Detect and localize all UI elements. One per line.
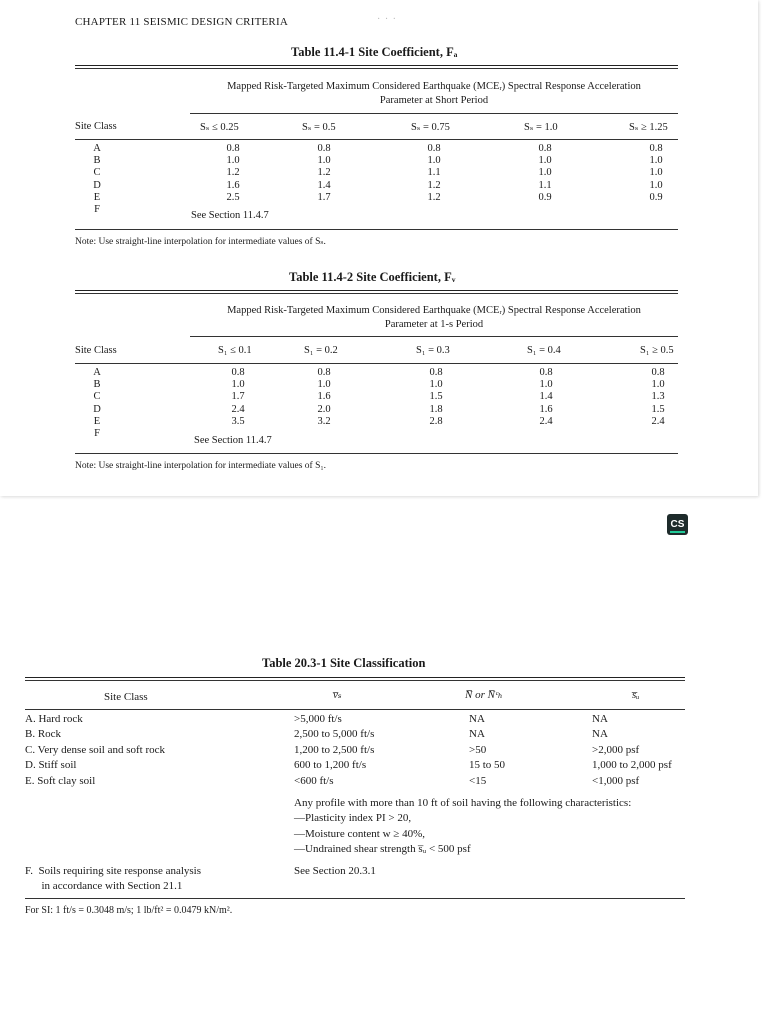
column-header: S₁ ≤ 0.1 — [218, 345, 252, 356]
vs-header: v̅ₛ — [333, 689, 342, 701]
value-column: 0.8 1.0 1.1 1.2 1.2 — [427, 143, 441, 203]
rule — [75, 65, 678, 66]
see-section-note: See Section 11.4.7 — [191, 210, 269, 221]
value-column: 0.8 1.0 1.3 1.5 2.4 — [651, 367, 665, 427]
rule — [190, 113, 678, 114]
column-header: Sₛ = 0.5 — [302, 122, 336, 133]
si-footnote: For SI: 1 ft/s = 0.3048 m/s; 1 lb/ft² = 0.0479 kN/m². — [25, 905, 233, 916]
table1-note: Note: Use straight-line interpolation for intermediate values of Sₛ. — [75, 237, 326, 247]
value-column: 0.8 1.0 1.4 1.6 2.4 — [539, 367, 553, 427]
rule — [75, 68, 678, 69]
su-header: s̅ᵤ — [632, 689, 640, 701]
span-line-2: Parameter at 1-s Period — [384, 319, 484, 330]
column-header: Sₛ = 0.75 — [411, 122, 450, 133]
value-column: 0.8 1.0 1.2 1.6 2.5 — [226, 143, 240, 203]
rule — [75, 363, 678, 364]
faint-dots: · · · — [377, 14, 397, 25]
table-11-4-1-title: Table 11.4-1 Site Coefficient, Fₐ — [291, 45, 458, 59]
value-column: 0.8 1.0 1.6 2.0 3.2 — [317, 367, 331, 427]
span-line-1: Mapped Risk-Targeted Maximum Considered Earthquake (MCEᵣ) Spectral Response Acceleration — [227, 81, 641, 92]
vs-values: >5,000 ft/s 2,500 to 5,000 ft/s 1,200 to 2,500 ft/s 600 to 1,200 ft/s <600 ft/s — [294, 713, 375, 787]
rule — [190, 336, 678, 337]
value-column: 0.8 1.0 1.5 1.8 2.8 — [429, 367, 443, 427]
span-line-2: Parameter at Short Period — [379, 95, 489, 106]
rule — [75, 229, 678, 230]
rule — [75, 290, 678, 291]
column-header: S₁ ≥ 0.5 — [640, 345, 674, 356]
see-section-note: See Section 11.4.7 — [194, 435, 272, 446]
column-header: Sₛ ≥ 1.25 — [629, 122, 668, 133]
value-column: 0.8 1.0 1.7 2.4 3.5 — [231, 367, 245, 427]
rule — [25, 709, 685, 710]
n-header: N̅ or N̅ᶜₕ — [465, 689, 503, 701]
class-f-row: F. Soils requiring site response analysis in accordance with Section 21.1 — [25, 865, 202, 893]
column-header: Sₛ ≤ 0.25 — [200, 122, 239, 133]
table-20-3-1-title: Table 20.3-1 Site Classification — [262, 656, 426, 670]
rule — [25, 677, 685, 678]
span-line-1: Mapped Risk-Targeted Maximum Considered Earthquake (MCEᵣ) Spectral Response Acceleration — [227, 305, 641, 316]
class-f-value: See Section 20.3.1 — [294, 865, 376, 877]
site-class-header: Site Class — [104, 691, 148, 703]
profile-characteristics: Any profile with more than 10 ft of soil having the following characteristics: —Plasticity index PI > 20, —Moisture content w ≥ 40%, —Undrained shear strength s̅ᵤ < 500 psf — [294, 797, 632, 856]
column-header: Sₛ = 1.0 — [524, 122, 558, 133]
rule — [75, 453, 678, 454]
value-column: 0.8 1.0 1.0 1.1 0.9 — [538, 143, 552, 203]
rule — [25, 680, 685, 681]
site-class-header: Site Class — [75, 121, 117, 132]
column-header: S₁ = 0.3 — [416, 345, 450, 356]
site-class-list: A. Hard rock B. Rock C. Very dense soil and soft rock D. Stiff soil E. Soft clay soil — [25, 713, 166, 787]
rule — [75, 139, 678, 140]
column-header: S₁ = 0.4 — [527, 345, 561, 356]
value-column: 0.8 1.0 1.2 1.4 1.7 — [317, 143, 331, 203]
rule — [25, 898, 685, 899]
site-class-list: A B C D E F — [93, 143, 101, 216]
chapter-header: CHAPTER 11 SEISMIC DESIGN CRITERIA — [75, 16, 288, 28]
rule — [75, 293, 678, 294]
n-values: NA NA >50 15 to 50 <15 — [469, 713, 506, 787]
site-class-list: A B C D E F — [93, 367, 101, 440]
table-11-4-2-title: Table 11.4-2 Site Coefficient, Fᵥ — [289, 270, 456, 284]
site-class-header: Site Class — [75, 345, 117, 356]
value-column: 0.8 1.0 1.0 1.0 0.9 — [649, 143, 663, 203]
table1-span-header — [190, 80, 678, 108]
cs-badge-icon[interactable]: CS — [667, 514, 688, 535]
su-values: NA NA >2,000 psf 1,000 to 2,000 psf <1,000 psf — [592, 713, 672, 787]
table2-span-header — [190, 304, 678, 332]
column-header: S₁ = 0.2 — [304, 345, 338, 356]
table2-note: Note: Use straight-line interpolation for intermediate values of S₁. — [75, 461, 327, 471]
